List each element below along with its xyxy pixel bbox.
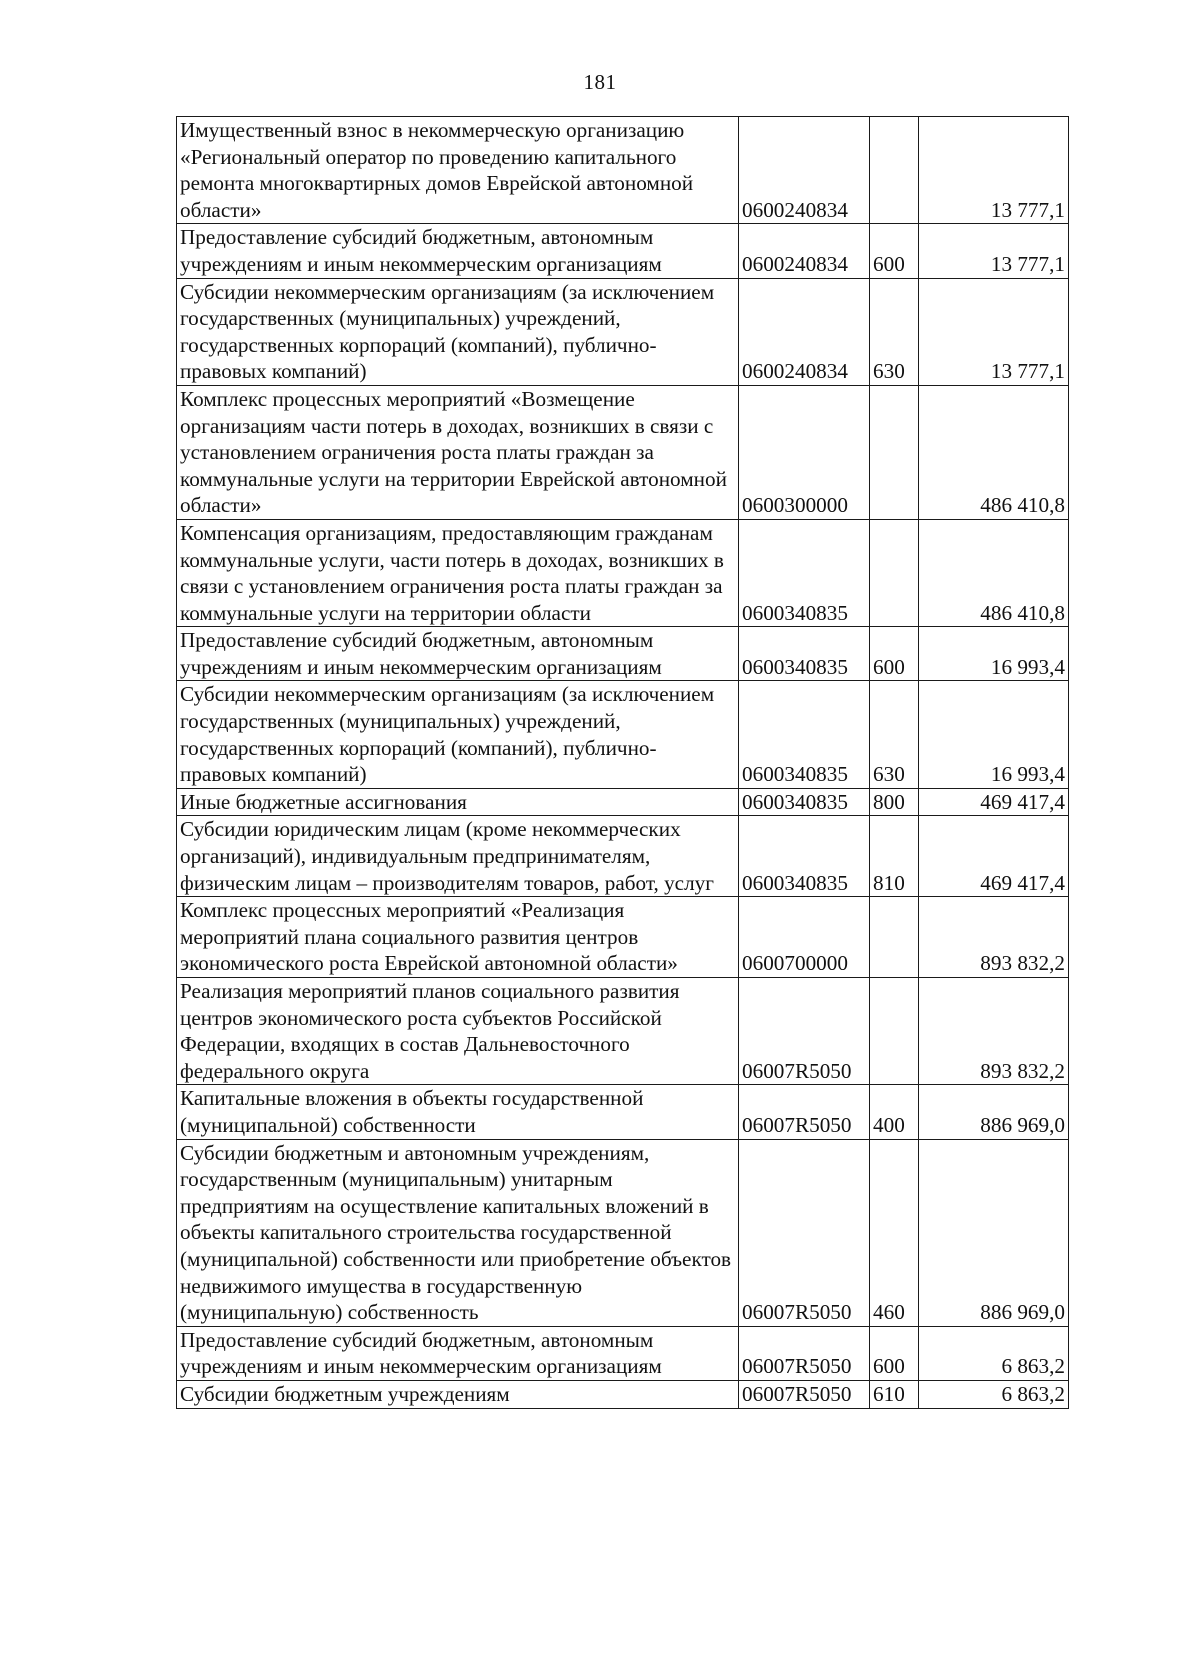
- row-type-cell: [870, 978, 919, 1085]
- row-name-cell: Субсидии бюджетным учреждениям: [177, 1380, 739, 1408]
- budget-table: [176, 116, 1069, 1409]
- row-type-cell: 400: [870, 1085, 919, 1139]
- row-amount-cell: 893 832,2: [919, 897, 1069, 978]
- row-code-cell: 0600340835: [739, 519, 870, 626]
- row-amount-cell: 16 993,4: [919, 681, 1069, 788]
- row-amount-cell: 886 969,0: [919, 1139, 1069, 1326]
- row-amount-cell: 6 863,2: [919, 1380, 1069, 1408]
- row-code-cell: 0600300000: [739, 385, 870, 519]
- table-row: [177, 278, 1069, 385]
- row-code-cell: 0600240834: [739, 117, 870, 224]
- table-row: [177, 1326, 1069, 1380]
- row-code-cell: 06007R5050: [739, 978, 870, 1085]
- row-amount-cell: 486 410,8: [919, 385, 1069, 519]
- row-name-cell: Комплекс процессных мероприятий «Реализация мероприятий плана социального развития центров экономического роста Еврейской автономной области»: [177, 897, 739, 978]
- row-type-cell: 460: [870, 1139, 919, 1326]
- row-code-cell: 0600700000: [739, 897, 870, 978]
- row-code-cell: 06007R5050: [739, 1139, 870, 1326]
- row-name-cell: Иные бюджетные ассигнования: [177, 788, 739, 816]
- table-row: [177, 978, 1069, 1085]
- row-name-cell: Субсидии бюджетным и автономным учреждениям, государственным (муниципальным) унитарным предприятиям на осуществление капитальных вложений в объекты капитального строительства государственной (муниципальной) собственности или приобретение объектов недвижимого имущества в государственную (муниципальную) собственность: [177, 1139, 739, 1326]
- row-type-cell: [870, 385, 919, 519]
- row-type-cell: [870, 897, 919, 978]
- row-name-cell: Субсидии некоммерческим организациям (за исключением государственных (муниципальных) учреждений, государственных корпораций (компаний), публично-правовых компаний): [177, 278, 739, 385]
- table-row: [177, 1380, 1069, 1408]
- row-code-cell: 0600340835: [739, 627, 870, 681]
- row-amount-cell: 469 417,4: [919, 788, 1069, 816]
- row-code-cell: 06007R5050: [739, 1085, 870, 1139]
- row-name-cell: Предоставление субсидий бюджетным, автономным учреждениям и иным некоммерческим организациям: [177, 627, 739, 681]
- table-row: [177, 816, 1069, 897]
- row-code-cell: 0600340835: [739, 788, 870, 816]
- table-row: [177, 385, 1069, 519]
- row-name-cell: Комплекс процессных мероприятий «Возмещение организациям части потерь в доходах, возникших в связи с установлением ограничения роста платы граждан за коммунальные услуги на территории Еврейской автономной области»: [177, 385, 739, 519]
- row-amount-cell: 486 410,8: [919, 519, 1069, 626]
- row-name-cell: Реализация мероприятий планов социального развития центров экономического роста субъектов Российской Федерации, входящих в состав Дальневосточного федерального округа: [177, 978, 739, 1085]
- row-amount-cell: 469 417,4: [919, 816, 1069, 897]
- table-row: [177, 897, 1069, 978]
- row-name-cell: Компенсация организациям, предоставляющим гражданам коммунальные услуги, части потерь в доходах, возникших в связи с установлением ограничения роста платы граждан за коммунальные услуги на территории области: [177, 519, 739, 626]
- row-name-cell: Имущественный взнос в некоммерческую организацию «Региональный оператор по проведению капитального ремонта многоквартирных домов Еврейской автономной области»: [177, 117, 739, 224]
- row-type-cell: 800: [870, 788, 919, 816]
- table-row: [177, 1139, 1069, 1326]
- row-code-cell: 06007R5050: [739, 1380, 870, 1408]
- row-amount-cell: 893 832,2: [919, 978, 1069, 1085]
- table-row: [177, 788, 1069, 816]
- row-amount-cell: 6 863,2: [919, 1326, 1069, 1380]
- row-type-cell: [870, 117, 919, 224]
- row-code-cell: 0600340835: [739, 681, 870, 788]
- table-row: [177, 627, 1069, 681]
- row-type-cell: 600: [870, 224, 919, 278]
- row-type-cell: 600: [870, 627, 919, 681]
- row-type-cell: 630: [870, 278, 919, 385]
- row-amount-cell: 13 777,1: [919, 224, 1069, 278]
- row-type-cell: 600: [870, 1326, 919, 1380]
- row-code-cell: 0600240834: [739, 224, 870, 278]
- row-type-cell: 810: [870, 816, 919, 897]
- row-amount-cell: 886 969,0: [919, 1085, 1069, 1139]
- table-row: [177, 224, 1069, 278]
- row-name-cell: Субсидии некоммерческим организациям (за исключением государственных (муниципальных) учреждений, государственных корпораций (компаний), публично-правовых компаний): [177, 681, 739, 788]
- row-amount-cell: 13 777,1: [919, 117, 1069, 224]
- row-name-cell: Капитальные вложения в объекты государственной (муниципальной) собственности: [177, 1085, 739, 1139]
- row-code-cell: 06007R5050: [739, 1326, 870, 1380]
- page-number: 181: [583, 70, 617, 94]
- row-type-cell: [870, 519, 919, 626]
- row-code-cell: 0600240834: [739, 278, 870, 385]
- table-row: [177, 519, 1069, 626]
- row-name-cell: Субсидии юридическим лицам (кроме некоммерческих организаций), индивидуальным предпринимателям, физическим лицам – производителям товаров, работ, услуг: [177, 816, 739, 897]
- row-amount-cell: 13 777,1: [919, 278, 1069, 385]
- table-row: [177, 117, 1069, 224]
- row-name-cell: Предоставление субсидий бюджетным, автономным учреждениям и иным некоммерческим организациям: [177, 1326, 739, 1380]
- row-code-cell: 0600340835: [739, 816, 870, 897]
- row-type-cell: 610: [870, 1380, 919, 1408]
- row-name-cell: Предоставление субсидий бюджетным, автономным учреждениям и иным некоммерческим организациям: [177, 224, 739, 278]
- row-type-cell: 630: [870, 681, 919, 788]
- table-row: [177, 1085, 1069, 1139]
- table-row: [177, 681, 1069, 788]
- row-amount-cell: 16 993,4: [919, 627, 1069, 681]
